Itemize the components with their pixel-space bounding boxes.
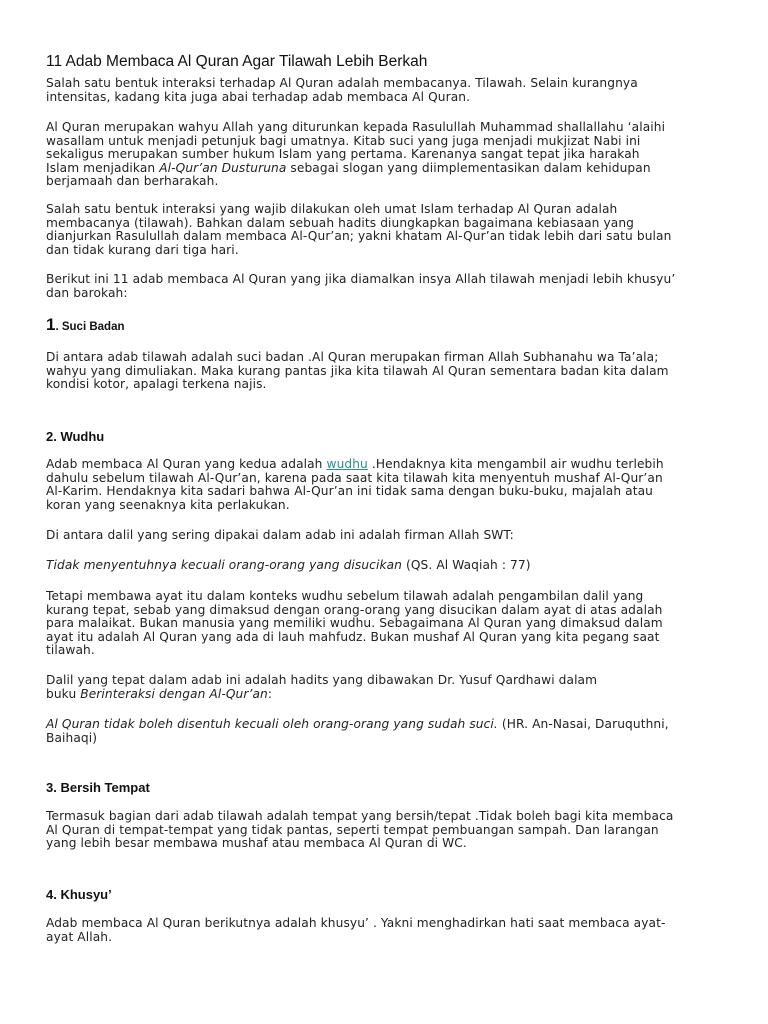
text-line: dahulu sebelum tilawah Al-Qur’an, karena pada saat kita tilawah kita menyentuh mushaf Al-Qur’an — [46, 470, 663, 485]
text-line: Di antara adab tilawah adalah suci badan .Al Quran merupakan firman Allah Subhanahu wa Ta’ala; — [46, 350, 659, 364]
book-title: Berinteraksi dengan Al-Qur’an — [80, 686, 268, 701]
paragraph-interaksi-wajib — [46, 203, 726, 257]
section-number: 1 — [46, 315, 56, 334]
text-line: dianjurkan Rasulullah dalam membaca Al-Qur’an; yakni khatam Al-Qur’an tidak lebih dari satu bulan — [46, 229, 672, 244]
text-line: tilawah. — [46, 643, 95, 658]
text-line: kondisi kotor, apalagi terkena najis. — [46, 377, 267, 392]
paragraph-tetapi — [46, 590, 726, 658]
quote-reference: (QS. Al Waqiah : 77) — [402, 558, 531, 572]
section-body-bersih-tempat — [46, 810, 726, 851]
paragraph-al-quran-wahyu — [46, 121, 726, 189]
text-span: buku — [46, 686, 81, 701]
text-line: intensitas, kadang kita juga abai terhadap adab membaca Al Quran. — [46, 89, 471, 104]
text-line: Salah satu bentuk interaksi terhadap Al Quran adalah membacanya. Tilawah. Selain kurangnya — [46, 76, 638, 90]
text-line: kurang tepat, sebab yang dimaksud dengan orang-orang yang disucikan dalam ayat di atas adalah — [46, 602, 663, 617]
emphasis-text: Al-Qur’an Dusturuna — [159, 160, 287, 175]
text-span: Islam menjadikan — [46, 160, 160, 175]
text-line: para malaikat. Bukan manusia yang memiliki wudhu. Sebagaimana Al Quran yang dimaksud dalam — [46, 616, 663, 631]
text-line: Al-Karim. Hendaknya kita sadari bahwa Al-Qur’an ini tidak sama dengan buku-buku, majalah atau — [46, 484, 653, 499]
quote-reference: (HR. An-Nasai, Daruquthni, — [497, 717, 669, 731]
text-line: Al Quran di tempat-tempat yang tidak pantas, seperti tempat pembuangan sampah. Dan larangan — [46, 822, 659, 837]
section-heading-bersih-tempat: 3. Bersih Tempat — [46, 780, 150, 795]
section-title: . Suci Badan — [55, 321, 125, 333]
paragraph-dalil: Di antara dalil yang sering dipakai dalam adab ini adalah firman Allah SWT: — [46, 528, 514, 542]
intro-paragraph — [46, 77, 726, 104]
text-line: Al Quran merupakan wahyu Allah yang diturunkan kepada Rasulullah Muhammad shallallahu ‘alaihi — [46, 120, 666, 134]
text-line — [46, 458, 726, 472]
text-line: sekaligus merupakan sumber hukum Islam yang pertama. Karenanya sangat tepat jika harakah — [46, 147, 640, 162]
quote-al-waqiah — [46, 559, 726, 573]
text-line: berjamaah dan berharakah. — [46, 174, 219, 189]
text-line: wahyu yang dimuliakan. Maka kurang pantas jika kita tilawah Al Quran sementara badan kita dalam — [46, 363, 669, 378]
text-line: Berikut ini 11 adab membaca Al Quran yang jika diamalkan insya Allah tilawah menjadi lebih khusyu’ — [46, 272, 676, 286]
text-line: ayat itu adalah Al Quran yang ada di lauh mahfudz. Bukan mushaf Al Quran yang kita pegang saat — [46, 629, 660, 644]
quote-text: Al Quran tidak boleh disentuh kecuali oleh orang-orang yang sudah suci. — [46, 717, 498, 731]
text-line: Tetapi membawa ayat itu dalam konteks wudhu sebelum tilawah adalah pengambilan dalil yang — [46, 589, 644, 603]
article-title: 11 Adab Membaca Al Quran Agar Tilawah Lebih Berkah — [46, 53, 428, 70]
text-span: .Hendaknya kita mengambil air wudhu terlebih — [367, 457, 664, 471]
text-line: koran yang seenaknya kita perlakukan. — [46, 497, 290, 512]
text-line: dan barokah: — [46, 285, 128, 300]
text-span: Adab membaca Al Quran yang kedua adalah — [46, 457, 327, 471]
text-line: yang lebih besar membawa mushaf atau membaca Al Quran di WC. — [46, 836, 467, 851]
wudhu-link[interactable]: wudhu — [326, 457, 368, 471]
section-body-suci-badan — [46, 351, 726, 392]
text-line: Salah satu bentuk interaksi yang wajib dilakukan oleh umat Islam terhadap Al Quran adalah — [46, 202, 618, 216]
text-line: membacanya (tilawah). Bahkan dalam sebuah hadits diungkapkan bagaimana kebiasaan yang — [46, 215, 634, 230]
text-line — [46, 718, 726, 732]
text-line: Dalil yang tepat dalam adab ini adalah hadits yang dibawakan Dr. Yusuf Qardhawi dalam — [46, 673, 598, 687]
text-line: Baihaqi) — [46, 730, 98, 745]
section-heading-suci-badan — [46, 317, 726, 335]
quote-text: Tidak menyentuhnya kecuali orang-orang yang disucikan — [46, 558, 403, 572]
text-line — [46, 688, 726, 702]
section-heading-wudhu: 2. Wudhu — [46, 429, 105, 444]
paragraph-dalil-tepat — [46, 674, 726, 701]
text-line: Termasuk bagian dari adab tilawah adalah tempat yang bersih/tepat .Tidak boleh bagi kita membaca — [46, 809, 674, 823]
text-line — [46, 162, 726, 176]
section-heading-khusyu: 4. Khusyu’ — [46, 887, 112, 902]
text-line: ayat Allah. — [46, 929, 113, 944]
section-body-khusyu — [46, 917, 726, 944]
paragraph-berikut-ini — [46, 273, 726, 300]
text-line: dan tidak kurang dari tiga hari. — [46, 242, 239, 257]
text-span: : — [267, 686, 273, 701]
section-body-wudhu — [46, 458, 726, 512]
text-line: wasallam untuk menjadi petunjuk bagi umatnya. Kitab suci yang juga menjadi mukjizat Nabi ini — [46, 133, 641, 148]
text-span: sebagai slogan yang diimplementasikan dalam kehidupan — [286, 160, 651, 175]
quote-hadith — [46, 718, 726, 745]
text-line: Adab membaca Al Quran berikutnya adalah khusyu’ . Yakni menghadirkan hati saat membaca ayat- — [46, 916, 666, 930]
